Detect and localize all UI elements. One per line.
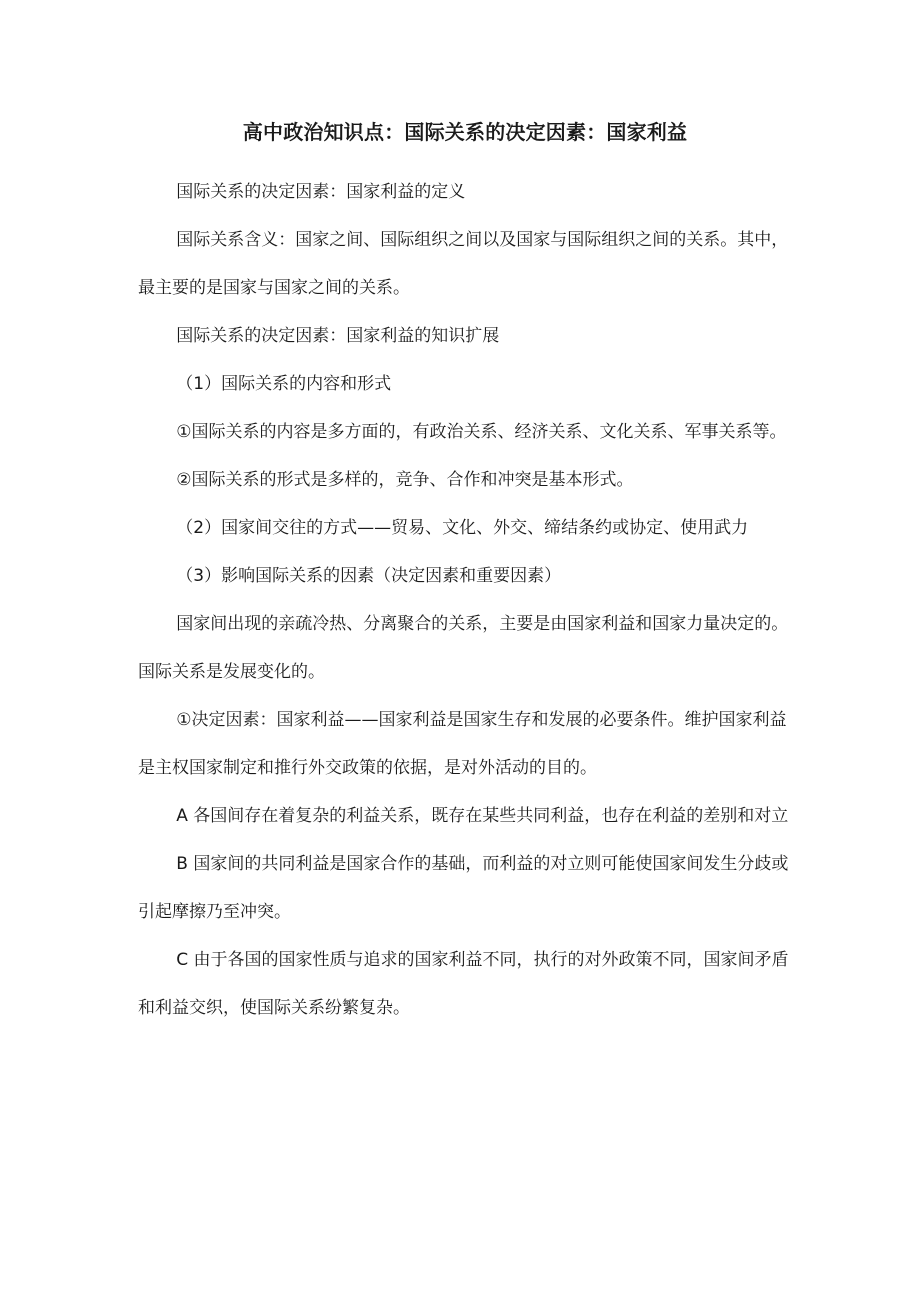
paragraph-meaning: 国际关系含义：国家之间、国际组织之间以及国家与国际组织之间的关系。其中，最主要的是国家与国家之间的关系。 <box>138 230 789 298</box>
paragraph-item-content: ①国际关系的内容是多方面的，有政治关系、经济关系、文化关系、军事关系等。 <box>176 422 787 442</box>
paragraph-definition-heading: 国际关系的决定因素：国家利益的定义 <box>176 182 466 202</box>
paragraph-point-a: A 各国间存在着复杂的利益关系，既存在某些共同利益，也存在利益的差别和对立 <box>176 806 789 826</box>
paragraph-point-b: B 国家间的共同利益是国家合作的基础，而利益的对立则可能使国家间发生分歧或引起摩擦乃至冲突。 <box>138 854 789 922</box>
paragraph-section-1-heading: （1）国际关系的内容和形式 <box>176 374 392 394</box>
paragraph-section-2-heading: （2）国家间交往的方式——贸易、文化、外交、缔结条约或协定、使用武力 <box>176 518 749 538</box>
paragraph-extension-heading: 国际关系的决定因素：国家利益的知识扩展 <box>176 326 500 346</box>
paragraph-decisive-factor: ①决定因素：国家利益——国家利益是国家生存和发展的必要条件。维护国家利益是主权国家制定和推行外交政策的依据，是对外活动的目的。 <box>138 710 787 778</box>
document-page <box>138 118 792 1032</box>
paragraph-point-c: C 由于各国的国家性质与追求的国家利益不同，执行的对外政策不同，国家间矛盾和利益交织，使国际关系纷繁复杂。 <box>138 950 789 1018</box>
paragraph-section-3-heading: （3）影响国际关系的因素（决定因素和重要因素） <box>176 566 562 586</box>
paragraph-relations-summary: 国家间出现的亲疏冷热、分离聚合的关系，主要是由国家利益和国家力量决定的。国际关系是发展变化的。 <box>138 614 789 682</box>
page-title: 高中政治知识点：国际关系的决定因素：国家利益 <box>242 120 688 144</box>
paragraph-item-form: ②国际关系的形式是多样的，竞争、合作和冲突是基本形式。 <box>176 470 634 490</box>
